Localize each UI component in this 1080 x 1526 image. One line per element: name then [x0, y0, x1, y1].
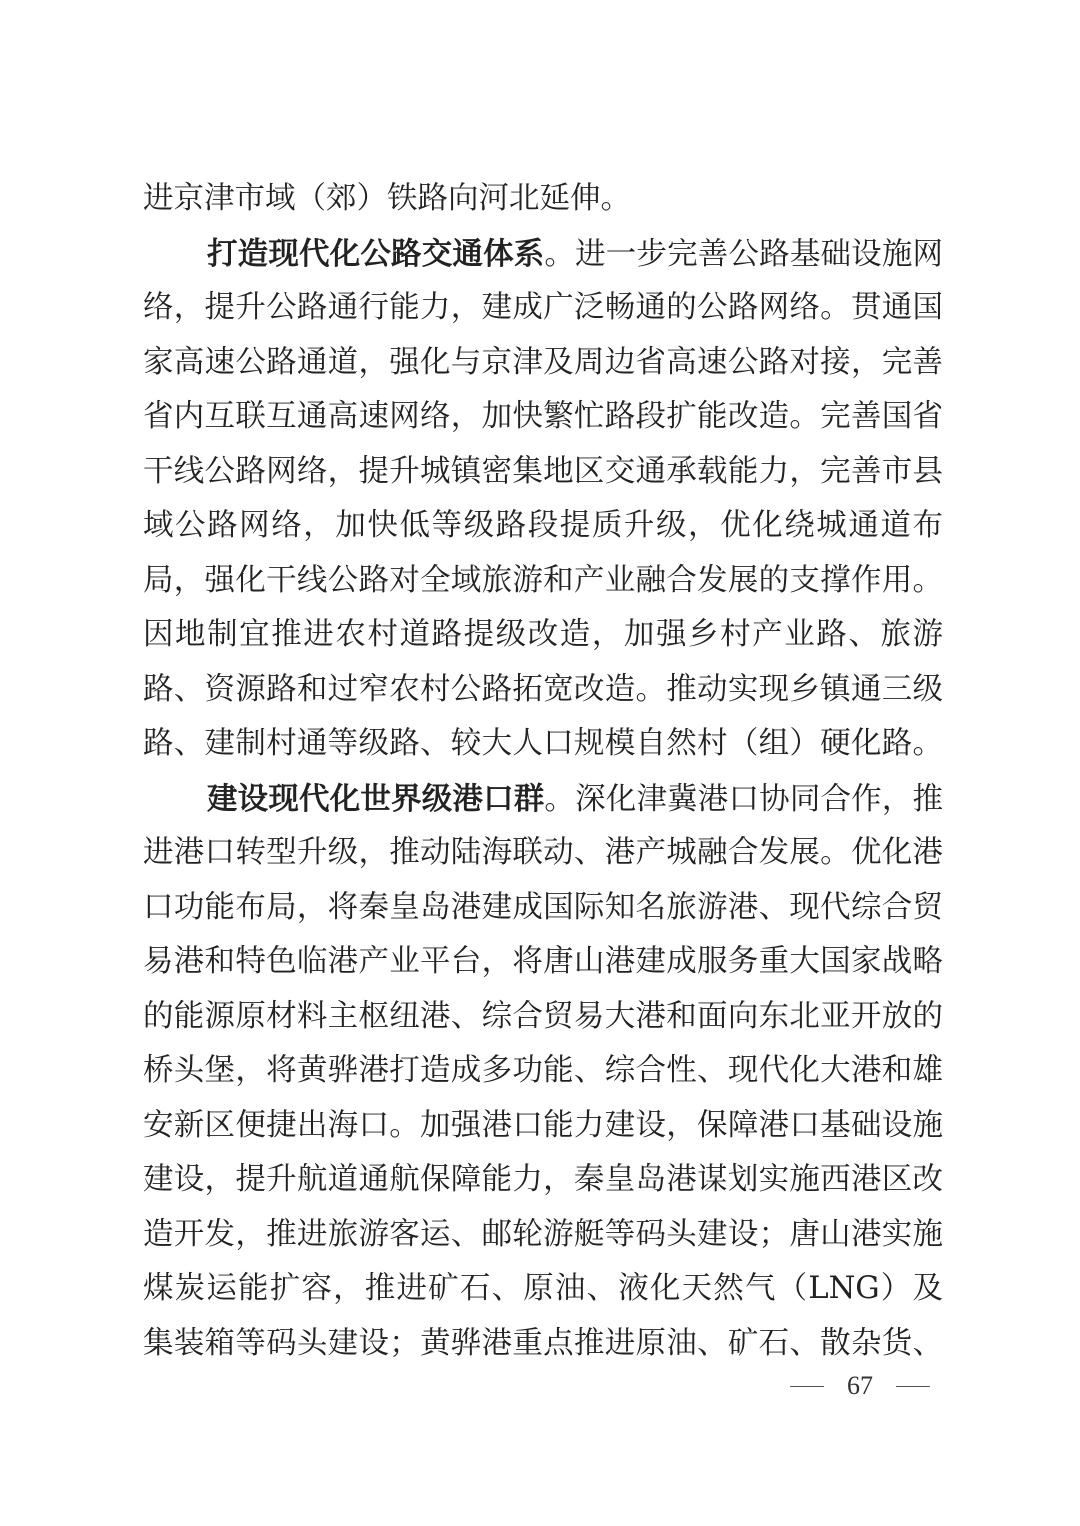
text-line: 干线公路网络，提升城镇密集地区交通承载能力，完善市县 [143, 453, 943, 489]
page-number-footer [790, 1366, 930, 1406]
paragraph-heading-highway: 打造现代化公路交通体系 [207, 235, 545, 272]
text-line: 安新区便捷出海口。加强港口能力建设，保障港口基础设施 [143, 1107, 943, 1143]
body-text [143, 172, 943, 1371]
text-line: 口功能布局，将秦皇岛港建成国际知名旅游港、现代综合贸 [143, 889, 943, 925]
text-line: 易港和特色临港产业平台，将唐山港建成服务重大国家战略 [143, 944, 943, 979]
text-line: 络，提升公路通行能力，建成广泛畅通的公路网络。贯通国 [143, 290, 943, 325]
page-number: 67 [847, 1371, 873, 1400]
left-dash [790, 1386, 824, 1387]
text-line: 局，强化干线公路对全域旅游和产业融合发展的支撑作用。 [143, 562, 943, 598]
text-line: 家高速公路通道，强化与京津及周边省高速公路对接，完善 [143, 344, 943, 380]
text-line: 造开发，推进旅游客运、邮轮游艇等码头建设；唐山港实施 [143, 1216, 943, 1252]
text-line: 因地制宜推进农村道路提级改造，加强乡村产业路、旅游 [143, 617, 943, 652]
text-line: 煤炭运能扩容，推进矿石、原油、液化天然气（LNG）及 [143, 1271, 943, 1306]
text-line: 集装箱等码头建设；黄骅港重点推进原油、矿石、散杂货、 [143, 1325, 943, 1361]
text-line-continuation: 进京津市域（郊）铁路向河北延伸。 [143, 181, 631, 216]
paragraph-heading-port: 建设现代化世界级港口群 [207, 780, 545, 817]
text-line: 省内互联互通高速网络，加快繁忙路段扩能改造。完善国省 [143, 399, 943, 434]
text-line: 桥头堡，将黄骅港打造成多功能、综合性、现代化大港和雄 [143, 1053, 943, 1088]
text-line: 进港口转型升级，推动陆海联动、港产城融合发展。优化港 [143, 835, 943, 870]
paragraph-start-highway [143, 227, 943, 282]
text-line: 路、资源路和过窄农村公路拓宽改造。推动实现乡镇通三级 [143, 671, 943, 707]
paragraph-start-port [143, 772, 943, 827]
text-line: 域公路网络，加快低等级路段提质升级，优化绕城通道布 [143, 508, 943, 543]
text-line-paragraph-end: 路、建制村通等级路、较大人口规模自然村（组）硬化路。 [143, 726, 943, 761]
paragraph-text: 。深化津冀港口协同合作，推 [544, 781, 943, 817]
text-line: 建设，提升航道通航保障能力，秦皇岛港谋划实施西港区改 [143, 1162, 943, 1197]
text-line: 的能源原材料主枢纽港、综合贸易大港和面向东北亚开放的 [143, 998, 943, 1034]
paragraph-text: 。进一步完善公路基础设施网 [544, 236, 943, 272]
right-dash [896, 1386, 930, 1387]
